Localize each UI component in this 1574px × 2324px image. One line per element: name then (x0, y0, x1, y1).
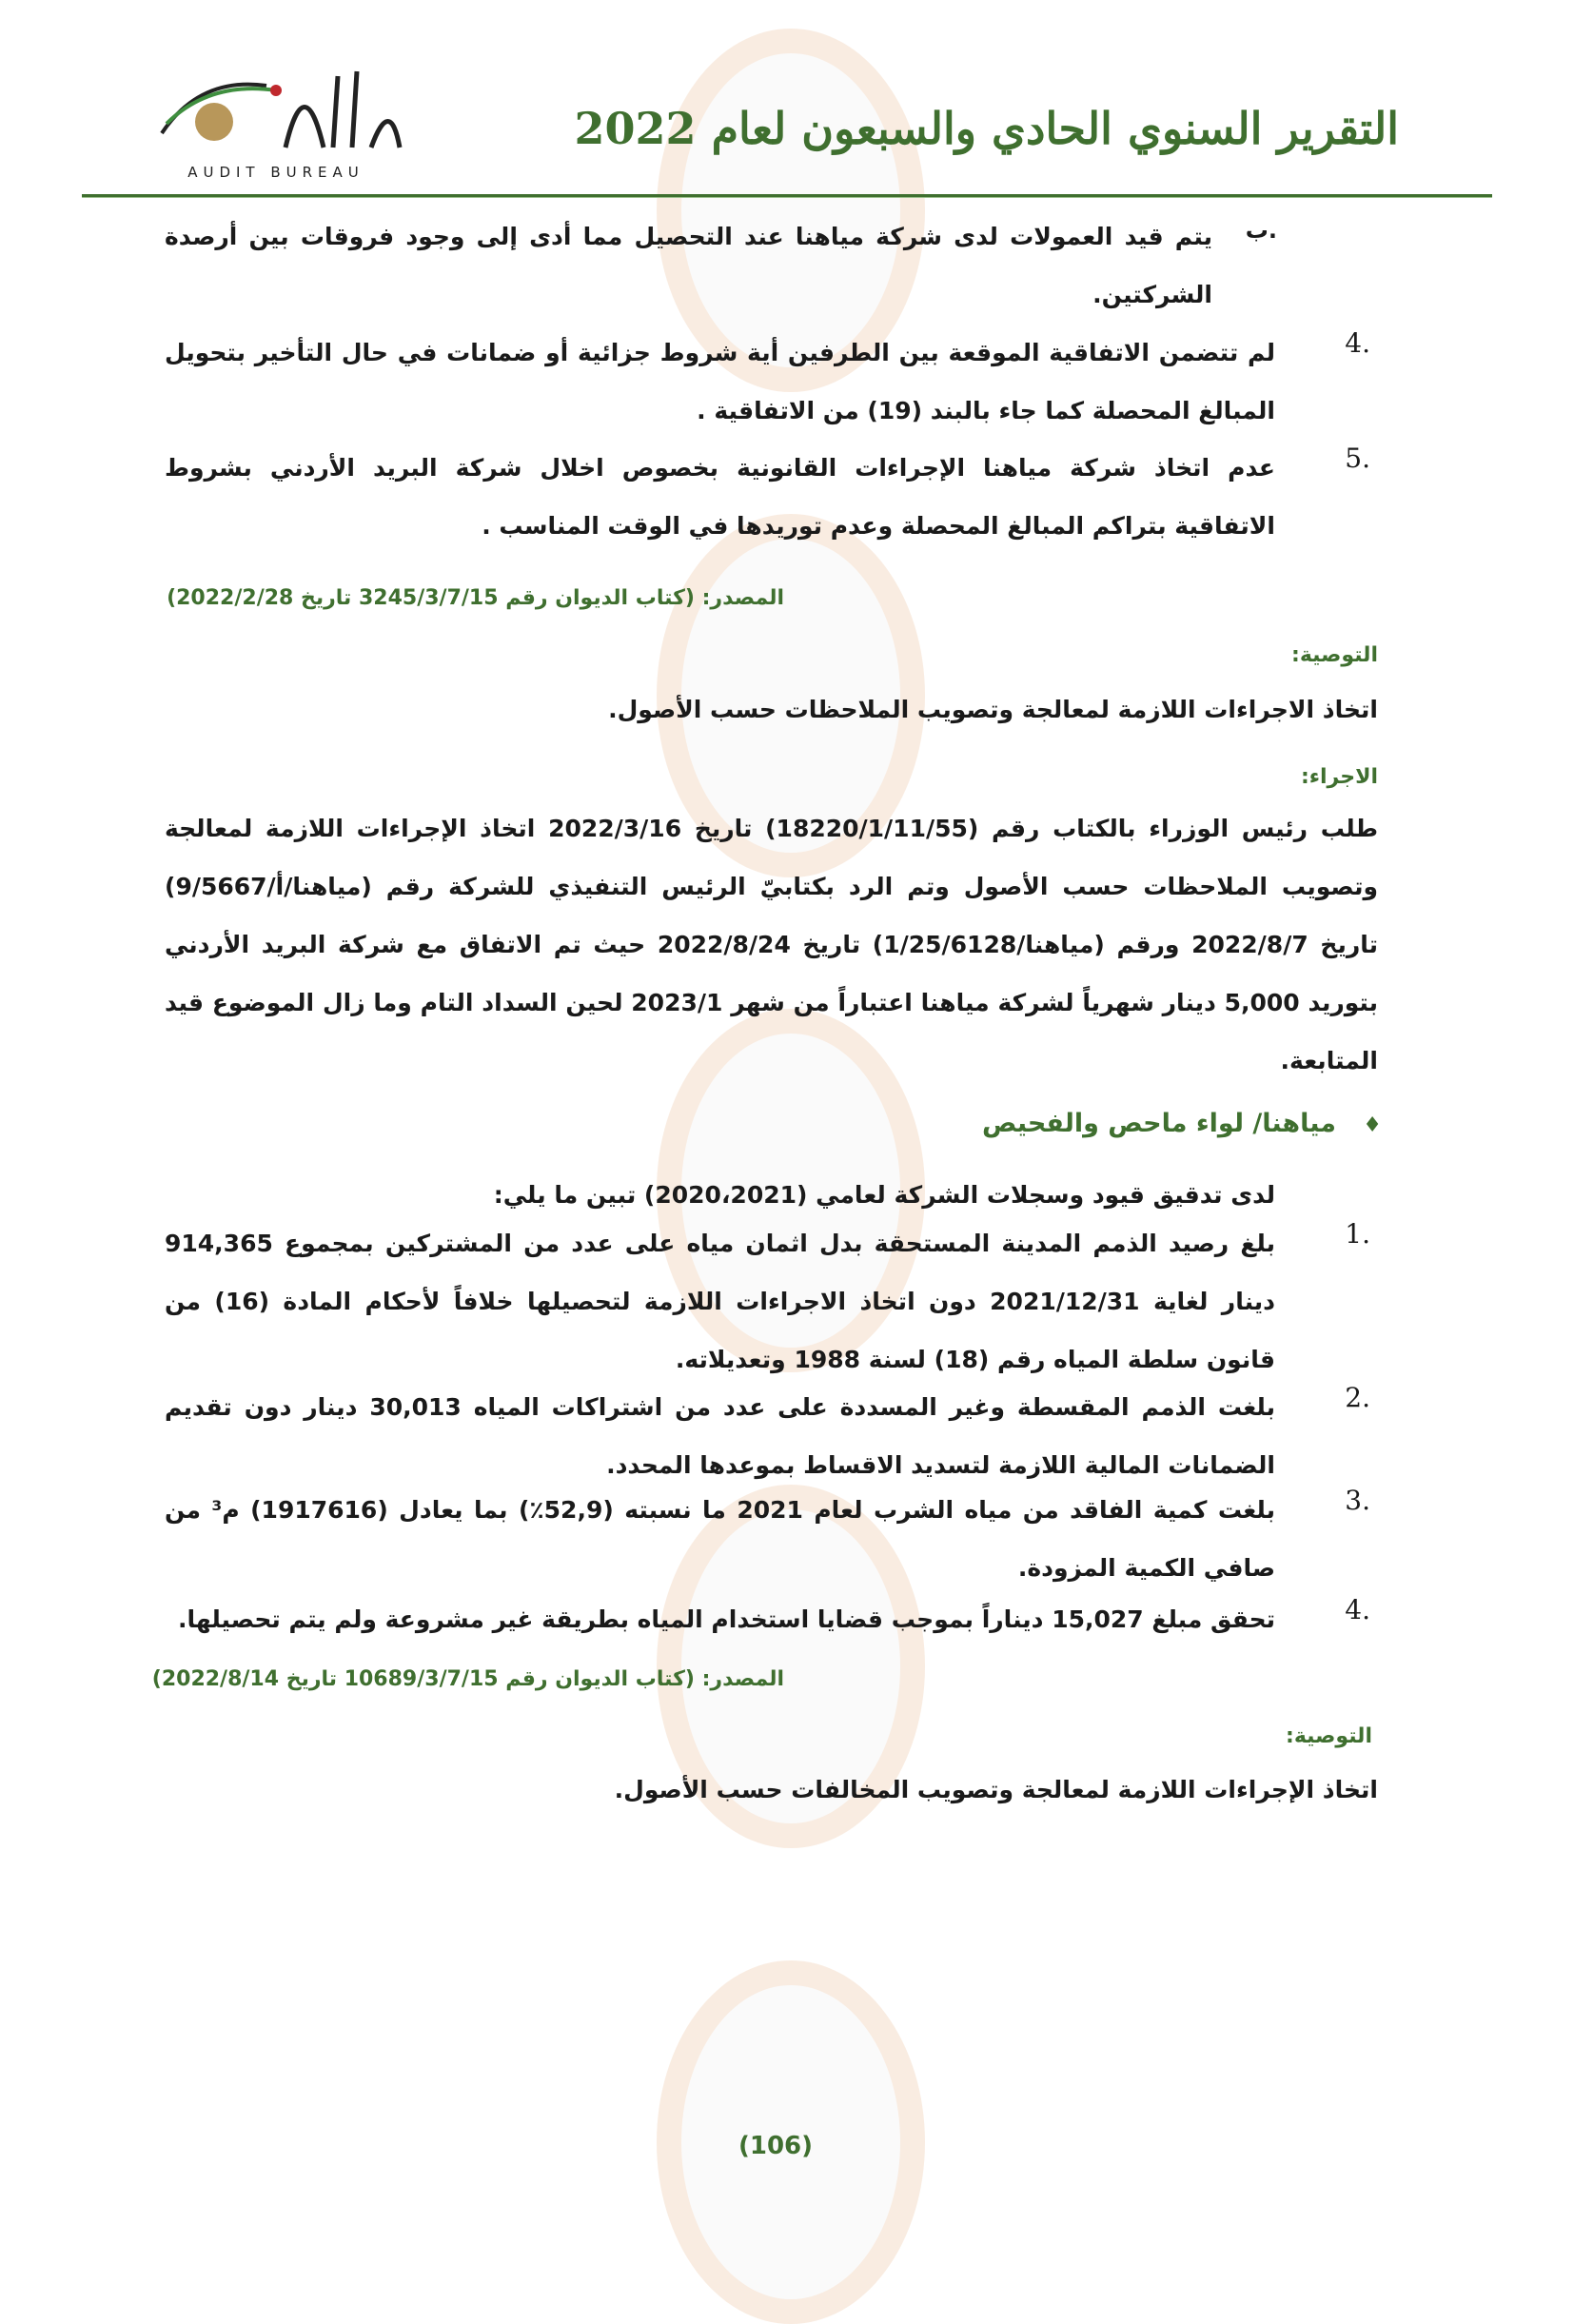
recommendation-heading: التوصية: (1291, 643, 1378, 667)
list-item: بلغ رصيد الذمم المدينة المستحقة بدل اثمان مياه على عدد من المشتركين بمجموع 914,365 دينار لغاية 2021/12/31 دون اتخاذ الاجراءات اللازمة لتحصيلها خلافاً لأحكام المادة (16) من قانون سلطة المياه رقم (18) لسنة 1988 وتعديلاته. (165, 1230, 1276, 1373)
report-title: التقرير السنوي الحادي والسبعون لعام 2022 (574, 103, 1399, 154)
list-item: بلغت الذمم المقسطة وغير المسددة على عدد من اشتراكات المياه 30,013 دينار دون تقديم الضمانات المالية اللازمة لتسديد الاقساط بموعدها المحدد. (165, 1393, 1275, 1479)
bullet-icon: ♦ (1363, 1113, 1382, 1137)
item-marker: 3. (1345, 1485, 1370, 1516)
page-number: (106) (738, 2132, 814, 2160)
source-citation: المصدر: (كتاب الديوان رقم 10689/3/7/15 تاريخ 2022/8/14) (151, 1667, 784, 1691)
list-item: تحقق مبلغ 15,027 ديناراً بموجب قضايا استخدام المياه بطريقة غير مشروعة ولم يتم تحصيلها. (177, 1605, 1275, 1633)
item-marker: 1. (1345, 1218, 1370, 1250)
recommendation-heading: التوصية: (1286, 1724, 1372, 1748)
list-item: يتم قيد العمولات لدى شركة مياهنا عند التحصيل مما أدى إلى وجود فروقات بين أرصدة الشركتين. (165, 223, 1212, 308)
recommendation-text: اتخاذ الإجراءات اللازمة لمعالجة وتصويب المخالفات حسب الأصول. (614, 1776, 1378, 1803)
action-text: طلب رئيس الوزراء بالكتاب رقم (18220/1/11/55) تاريخ 2022/3/16 اتخاذ الإجراءات اللازمة لمعالجة وتصويب الملاحظات حسب الأصول وتم الرد بكتابيّ الرئيس التنفيذي للشركة رقم (مياهنا/أ/9/5667) تاريخ 2022/8/7 ورقم (مياهنا/1/25/6128) تاريخ 2022/8/24 حيث تم الاتفاق مع شركة البريد الأردني بتوريد 5,000 دينار شهرياً لشركة مياهنا اعتباراً من شهر 2023/1 لحين السداد التام وما زال الموضوع قيد المتابعة. (165, 815, 1379, 1074)
header-divider (82, 194, 1492, 198)
item-marker: 4. (1345, 327, 1370, 359)
audit-bureau-logo (143, 57, 409, 181)
section-heading: مياهنا/ لواء ماحص والفحيص (981, 1109, 1336, 1138)
action-heading: الاجراء: (1300, 765, 1378, 789)
list-item: عدم اتخاذ شركة مياهنا الإجراءات القانونية بخصوص اخلال شركة البريد الأردني بشروط الاتفاقية بتراكم المبالغ المحصلة وعدم توريدها في الوقت المناسب . (165, 454, 1275, 540)
item-marker: 4. (1345, 1594, 1370, 1625)
list-item: لم تتضمن الاتفاقية الموقعة بين الطرفين أية شروط جزائية أو ضمانات في حال التأخير بتحويل المبالغ المحصلة كما جاء بالبند (19) من الاتفاقية . (165, 339, 1275, 424)
item-marker: 5. (1345, 443, 1370, 474)
logo-emblem-icon (143, 57, 409, 162)
item-marker: 2. (1345, 1382, 1370, 1413)
source-citation: المصدر: (كتاب الديوان رقم 3245/3/7/15 تاريخ 2022/2/28) (167, 586, 784, 610)
item-marker: ب. (1245, 217, 1277, 244)
list-item: بلغت كمية الفاقد من مياه الشرب لعام 2021 ما نسبته (52,9٪) بما يعادل (1917616) م³ من صافي الكمية المزودة. (165, 1496, 1275, 1582)
recommendation-text: اتخاذ الاجراءات اللازمة لمعالجة وتصويب الملاحظات حسب الأصول. (608, 696, 1378, 723)
intro-text: لدى تدقيق قيود وسجلات الشركة لعامي (2020،2021) تبين ما يلي: (493, 1181, 1275, 1209)
logo-subtitle: AUDIT BUREAU (187, 164, 364, 181)
